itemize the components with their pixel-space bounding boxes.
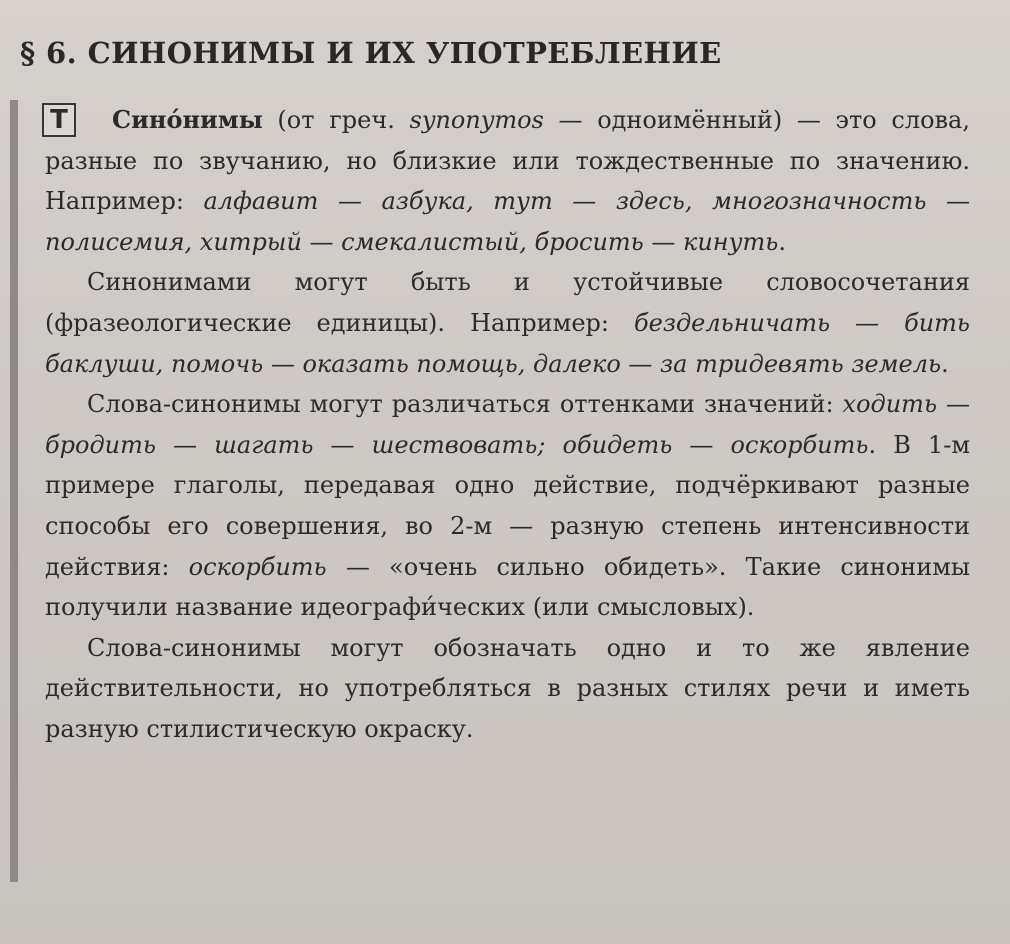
example-text: оскорбить: [188, 552, 327, 581]
paragraph-ideographic: [45, 384, 970, 628]
paragraph-text: (от греч.: [262, 106, 410, 134]
theory-badge-icon: Т: [42, 103, 76, 137]
paragraph-text: — одноимённый) — это слова, разные по звучанию, но близкие или тождественные по значению. Например:: [45, 106, 970, 216]
paragraph-stylistic: [45, 628, 970, 750]
paragraph-definition: [45, 100, 970, 262]
paragraph-text: . В 1-м примере глаголы, передавая одно действие, подчёркивают разные способы его совершения, во 2-м — разную степень интенсивности действия:: [45, 430, 970, 581]
theory-margin-bar: [10, 100, 18, 882]
example-text: алфавит — азбука, тут — здесь, многозначность — полисемия, хитрый — смекалистый, бросить — кинуть: [45, 187, 970, 256]
paragraph-text: Синонимами могут быть и устойчивые словосочетания (фразеологические единицы). Например:: [45, 268, 970, 337]
paragraph-text: .: [941, 349, 949, 378]
paragraph-phraseological: [45, 262, 970, 384]
paragraph-text: — «очень сильно обидеть». Такие синонимы получили название идеографи́ческих (или смысловых).: [45, 552, 970, 622]
example-text: бездельничать — бить баклуши, помочь — оказать помощь, далеко — за тридевять земель: [45, 308, 970, 378]
example-text: ходить — бродить — шагать — шествовать; обидеть — оскорбить: [45, 390, 971, 459]
paragraph-text: .: [778, 227, 786, 256]
section-body: [45, 100, 970, 750]
paragraph-text: Слова-синонимы могут обозначать одно и то же явление действительности, но употребляться в разных стилях речи и иметь разную стилистическую окраску.: [45, 633, 970, 743]
paragraph-text: Слова-синонимы могут различаться оттенками значений:: [87, 390, 843, 419]
example-text: synonymos: [409, 106, 544, 134]
term-word: Сино́нимы: [112, 105, 263, 134]
section-heading: § 6. СИНОНИМЫ И ИХ УПОТРЕБЛЕНИЕ: [20, 36, 722, 70]
